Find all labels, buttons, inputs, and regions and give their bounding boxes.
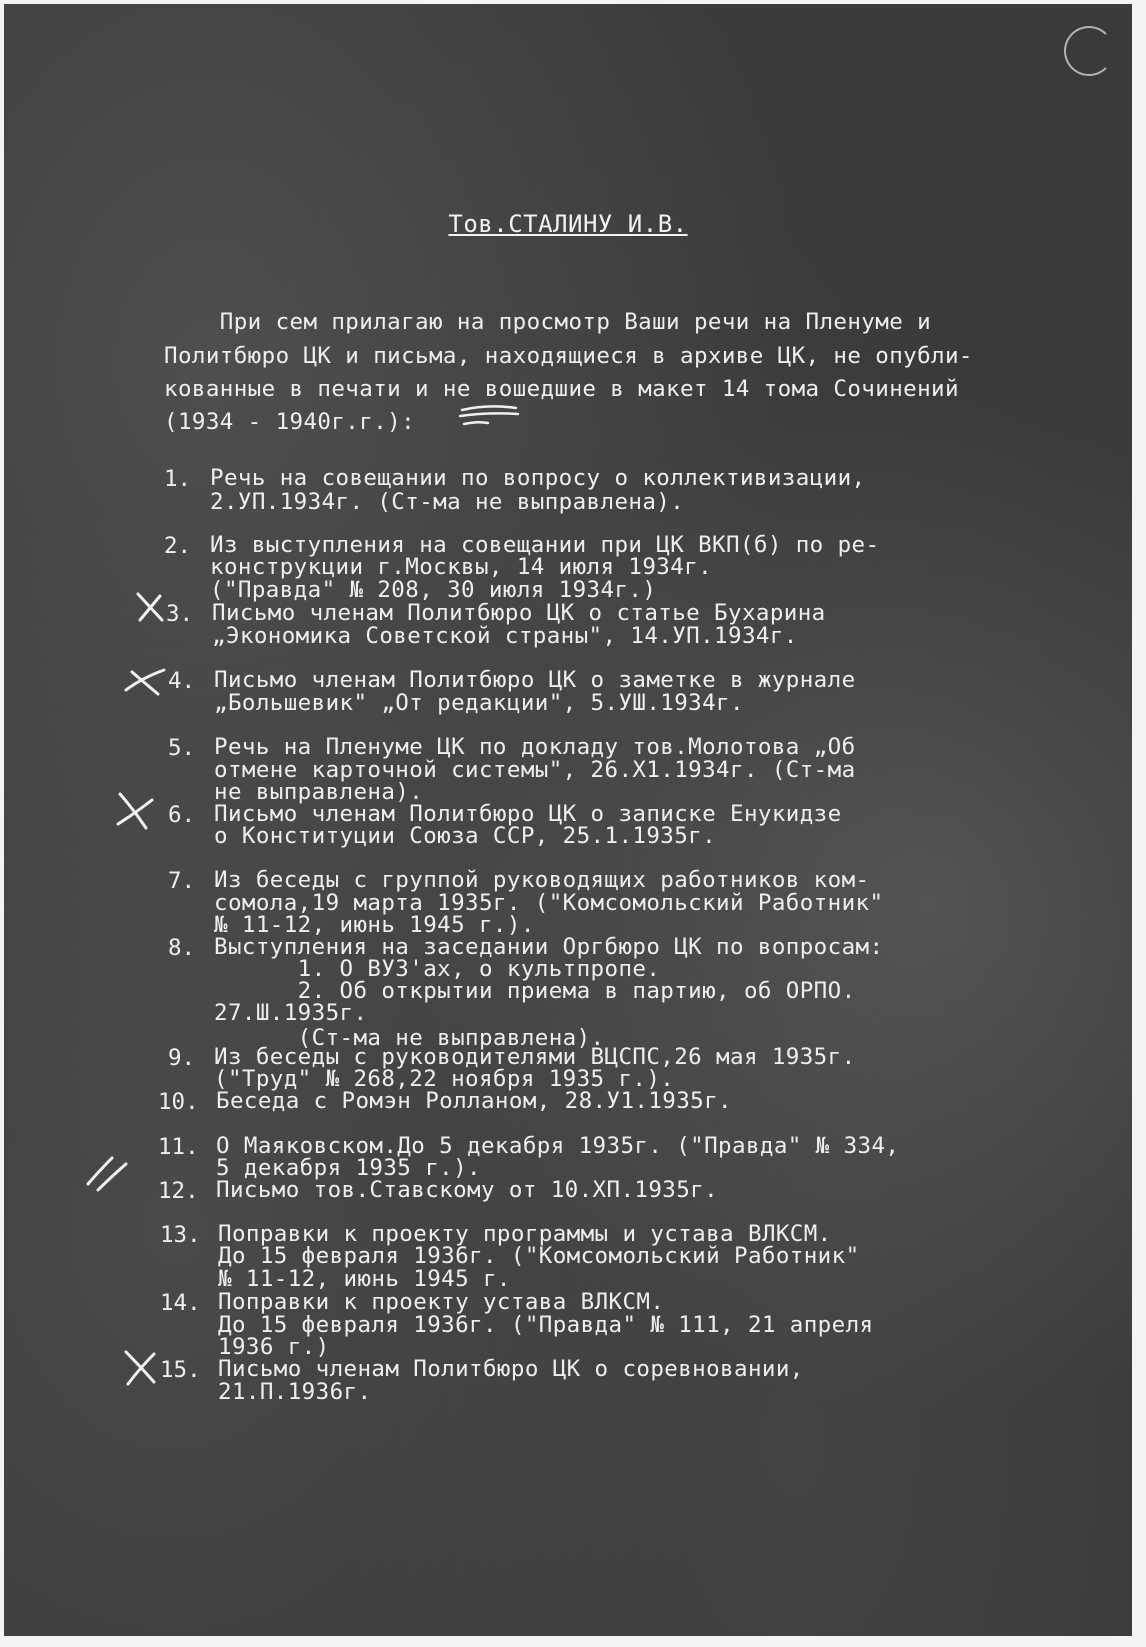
item-line: сомола,19 марта 1935г. ("Комсомольский Работник" bbox=[214, 890, 884, 916]
item-number: 4. bbox=[168, 668, 196, 694]
item-line: Речь на Пленуме ЦК по докладу тов.Молотова „Об bbox=[214, 734, 856, 760]
item-line: Письмо членам Политбюро ЦК о соревновании, bbox=[218, 1356, 804, 1382]
item-line: Из беседы с группой руководящих работников ком- bbox=[214, 867, 870, 893]
handwritten-double-slash-mark bbox=[82, 1148, 132, 1194]
item-line: „Большевик" „От редакции", 5.УШ.1934г. bbox=[214, 690, 744, 716]
item-line: отмене карточной системы", 26.Х1.1934г. (Ст-ма bbox=[214, 757, 856, 783]
item-line: Поправки к проекту программы и устава ВЛКСМ. bbox=[218, 1221, 832, 1247]
item-number: 10. bbox=[158, 1089, 199, 1115]
handwritten-x-mark bbox=[132, 590, 168, 626]
page-number-mark bbox=[1064, 26, 1114, 76]
item-line: Беседа с Ромэн Ролланом, 28.У1.1935г. bbox=[216, 1088, 733, 1114]
item-line: Поправки к проекту устава ВЛКСМ. bbox=[218, 1289, 665, 1315]
item-line: не выправлена). bbox=[214, 779, 424, 805]
item-line: Письмо членам Политбюро ЦК о статье Бухарина bbox=[212, 600, 826, 626]
item-line: Из беседы с руководителями ВЦСПС,26 мая 1935г. bbox=[214, 1044, 856, 1070]
item-number: 15. bbox=[160, 1357, 201, 1383]
item-number: 3. bbox=[166, 601, 194, 627]
item-line: Письмо членам Политбюро ЦК о записке Енукидзе bbox=[214, 801, 842, 827]
item-line: До 15 февраля 1936г. ("Комсомольский Работник" bbox=[218, 1243, 860, 1269]
item-line: о Конституции Союза ССР, 25.1.1935г. bbox=[214, 823, 717, 849]
handwritten-underline-mark bbox=[458, 402, 522, 432]
item-number: 5. bbox=[168, 735, 196, 761]
item-line: 21.П.1936г. bbox=[218, 1379, 372, 1405]
item-line: Письмо тов.Ставскому от 10.ХП.1935г. bbox=[216, 1177, 719, 1203]
item-number: 13. bbox=[160, 1222, 201, 1248]
item-line: 5 декабря 1935 г.). bbox=[216, 1155, 481, 1181]
item-line: О Маяковском.До 5 декабря 1935г. ("Правда" № 334, bbox=[216, 1133, 900, 1159]
item-line: ("Труд" № 268,22 ноября 1935 г.). bbox=[214, 1066, 675, 1092]
item-number: 14. bbox=[160, 1290, 201, 1316]
handwritten-x-mark bbox=[118, 1346, 164, 1388]
handwritten-x-mark bbox=[112, 788, 158, 834]
item-number: 9. bbox=[168, 1045, 196, 1071]
item-line: Письмо членам Политбюро ЦК о заметке в журнале bbox=[214, 667, 856, 693]
item-number: 11. bbox=[158, 1134, 199, 1160]
item-line: № 11-12, июнь 1945 г.). bbox=[214, 912, 535, 938]
item-number: 1. bbox=[164, 466, 192, 492]
item-line: 27.Ш.1935г. bbox=[214, 1000, 368, 1026]
item-line: 1. О ВУЗ'ах, о культпропе. bbox=[214, 956, 661, 982]
intro-line: При сем прилагаю на просмотр Ваши речи на Пленуме и bbox=[164, 309, 932, 335]
handwritten-x-mark bbox=[122, 664, 168, 698]
item-number: 2. bbox=[164, 533, 192, 559]
item-line: (Ст-ма не выправлена). bbox=[214, 1025, 605, 1051]
item-number: 7. bbox=[168, 868, 196, 894]
item-line: конструкции г.Москвы, 14 июля 1934г. bbox=[210, 554, 713, 580]
item-number: 12. bbox=[158, 1178, 199, 1204]
item-line: Из выступления на совещании при ЦК ВКП(б) по ре- bbox=[210, 532, 880, 558]
item-line: 2. Об открытии приема в партию, об ОРПО. bbox=[214, 978, 856, 1004]
item-line: № 11-12, июнь 1945 г. bbox=[218, 1266, 511, 1292]
item-line: ("Правда" № 208, 30 июля 1934г.) bbox=[210, 577, 657, 603]
intro-line: (1934 - 1940г.г.): bbox=[164, 409, 416, 435]
item-line: Речь на совещании по вопросу о коллективизации, bbox=[210, 465, 866, 491]
document-sheet bbox=[4, 4, 1132, 1636]
item-line: 2.УП.1934г. (Ст-ма не выправлена). bbox=[210, 489, 685, 515]
item-number: 8. bbox=[168, 935, 196, 961]
intro-line: кованные в печати и не вошедшие в макет 14 тома Сочинений bbox=[164, 376, 959, 402]
item-number: 6. bbox=[168, 802, 196, 828]
item-line: Выступления на заседании Оргбюро ЦК по вопросам: bbox=[214, 934, 884, 960]
item-line: До 15 февраля 1936г. ("Правда" № 111, 21 апреля bbox=[218, 1312, 874, 1338]
document-title: Тов.СТАЛИНУ И.В. bbox=[448, 210, 688, 238]
item-line: „Экономика Советской страны", 14.УП.1934г. bbox=[212, 623, 798, 649]
item-line: 1936 г.) bbox=[218, 1334, 330, 1360]
intro-line: Политбюро ЦК и письма, находящиеся в архиве ЦК, не опубли- bbox=[164, 343, 973, 369]
